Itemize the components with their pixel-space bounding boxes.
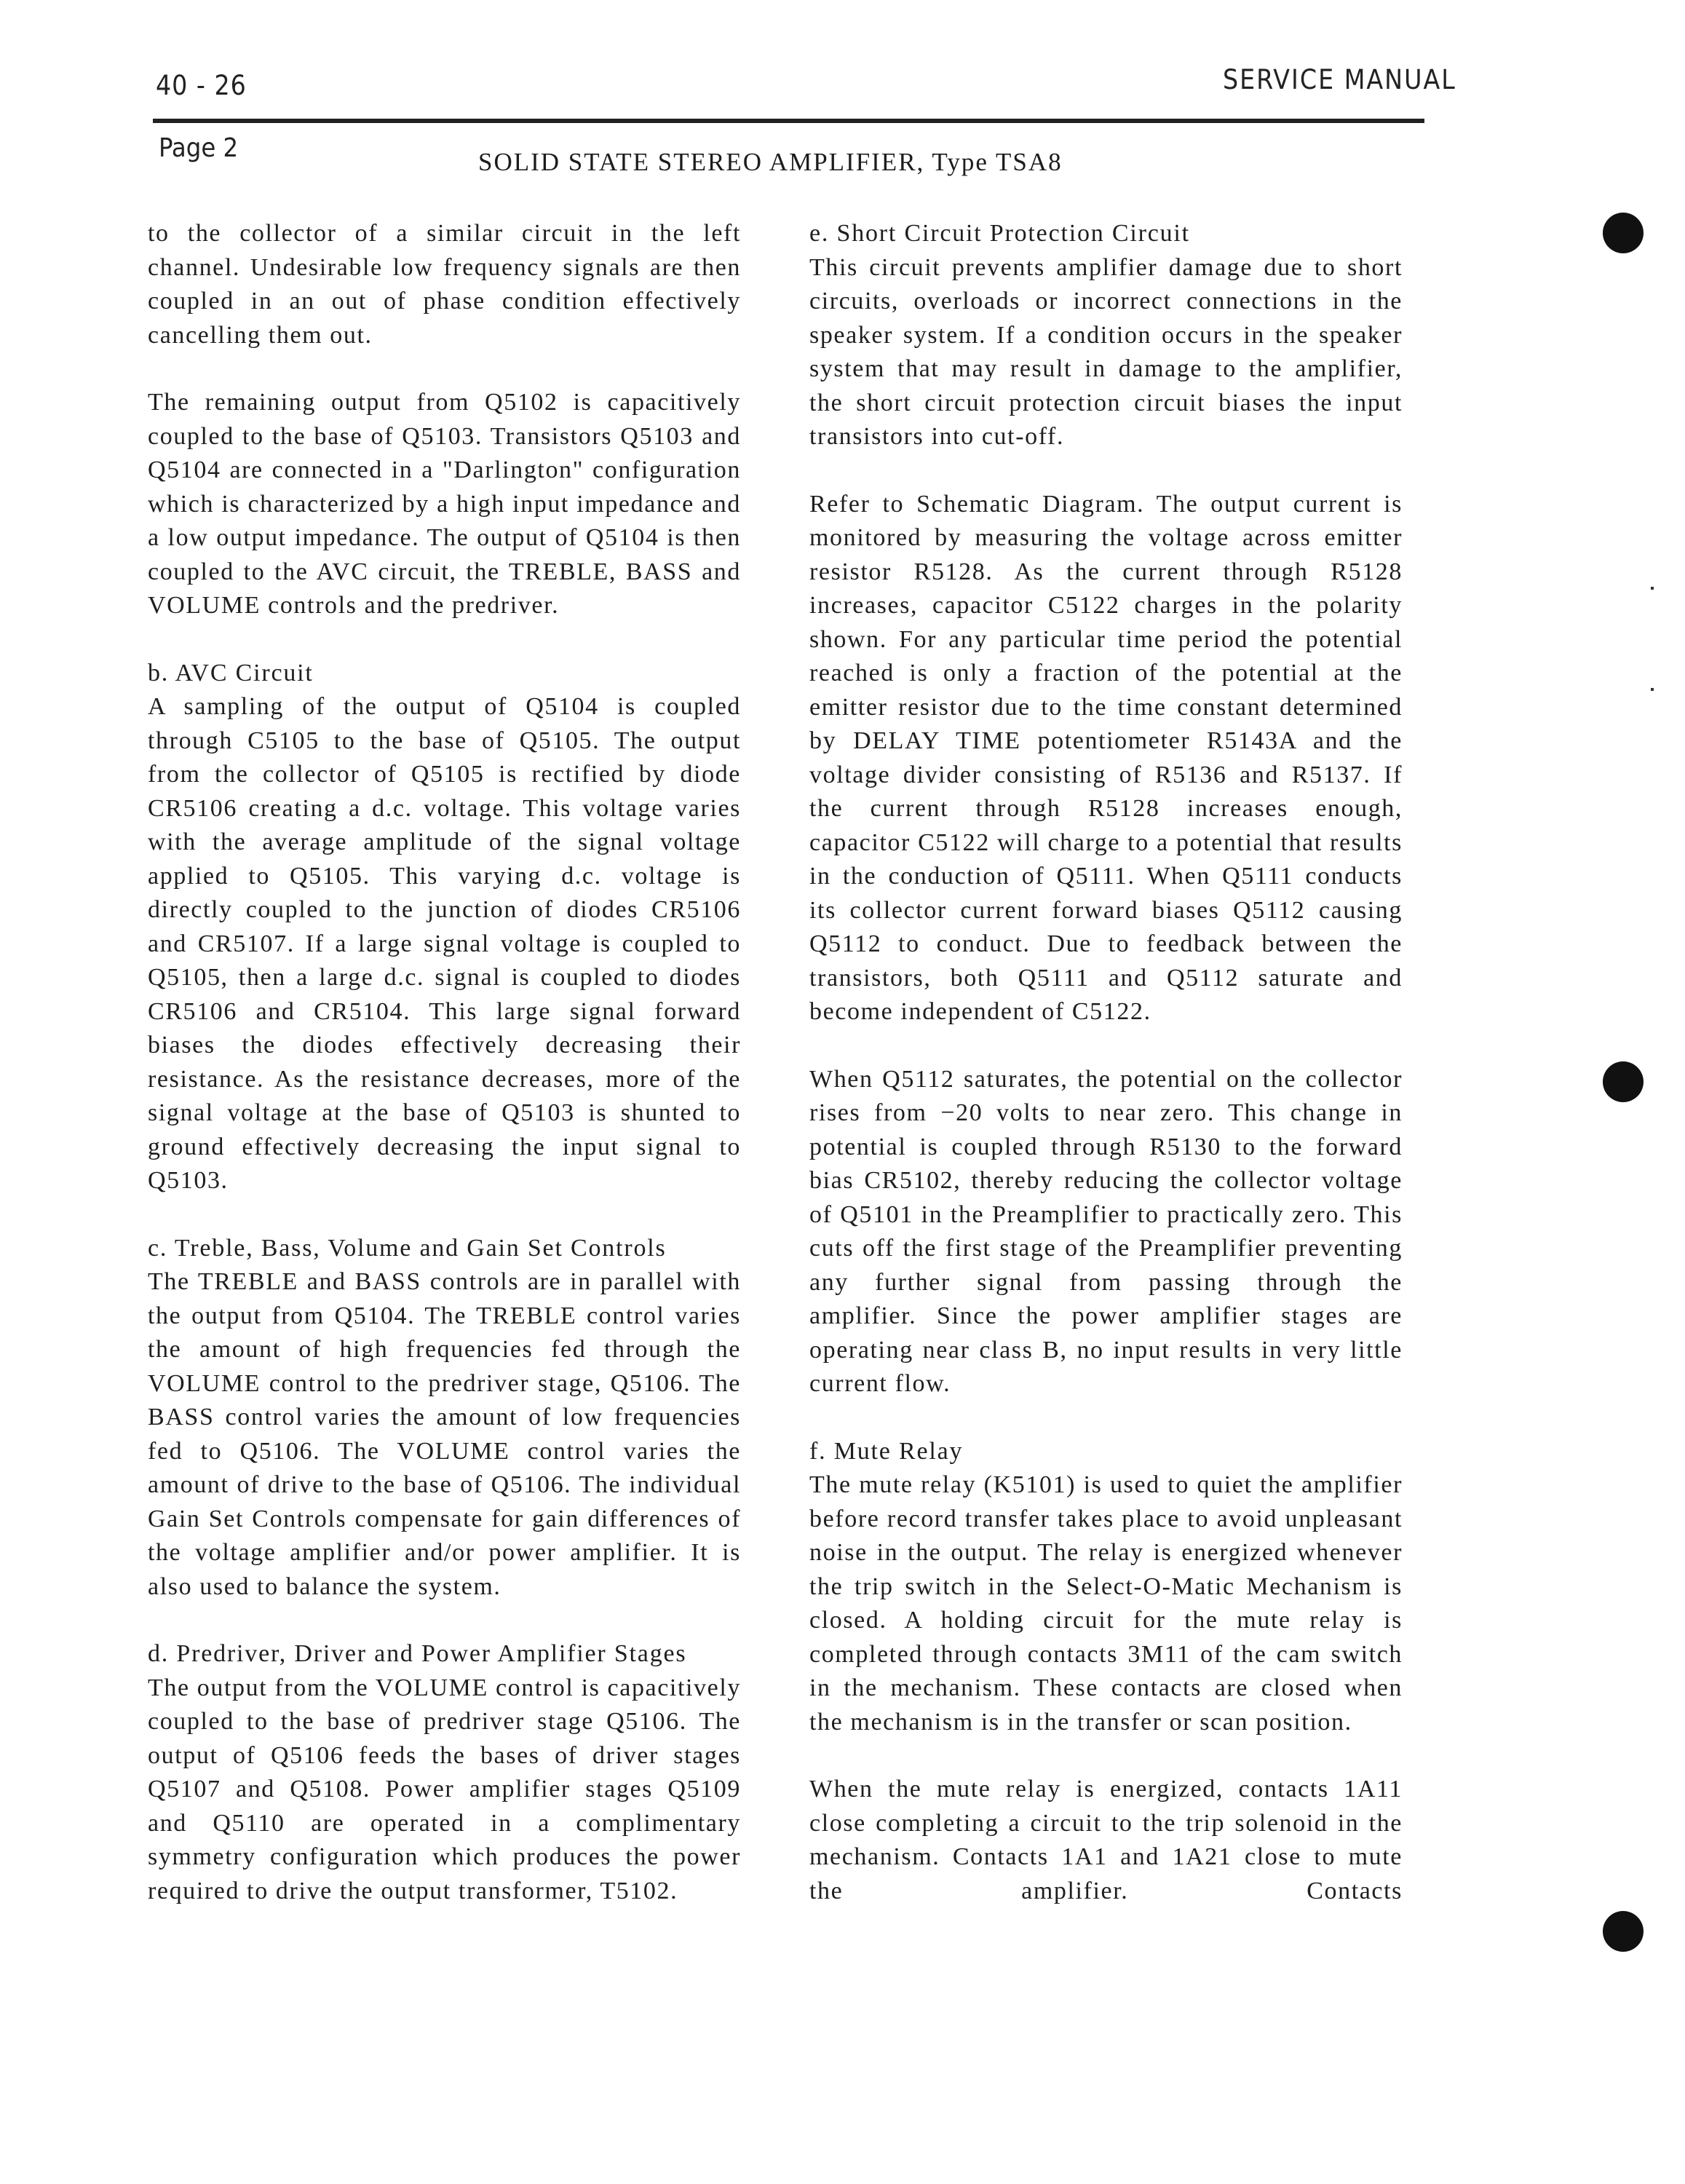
section-heading-mute-relay: f. Mute Relay (809, 1437, 964, 1465)
left-column (148, 217, 741, 1908)
paragraph-schematic-reference: Refer to Schematic Diagram. The output current is monitored by measuring the voltage across emitter resistor R5128. As the current through R5128 increases, capacitor C5122 charges in the polarity shown. For any particular time period the potential reached is only a fraction of the potential at the emitter resistor due to the time constant determined by DELAY TIME potentiometer R5143A and the voltage divider consisting of R5136 and R5137. If the current through R5128 increases enough, capacitor C5122 will charge to a potential that results in the conduction of Q5111. When Q5111 conducts its collector current forward biases Q5112 causing Q5112 to conduct. Due to feedback between the transistors, both Q5111 and Q5112 saturate and become independent of C5122. (809, 490, 1403, 1025)
scan-mark (1651, 587, 1654, 590)
section-heading-predriver: d. Predriver, Driver and Power Amplifier Stages (148, 1640, 687, 1667)
paragraph-predriver: The output from the VOLUME control is capacitively coupled to the base of predriver stage Q5106. The output of Q5106 feeds the bases of driver stages Q5107 and Q5108. Power amplifier stages Q5109 and Q5110 are operated in a complimentary symmetry configuration which produces the power required to drive the output transformer, T5102. (148, 1674, 741, 1904)
paragraph-mute-relay: The mute relay (K5101) is used to quiet the amplifier before record transfer takes place to avoid unpleasant noise in the output. The relay is energized whenever the trip switch in the Select-O-Matic Mechanism is closed. A holding circuit for the mute relay is completed through contacts 3M11 of the cam switch in the mechanism. These contacts are closed when the mechanism is in the transfer or scan position. (809, 1471, 1403, 1736)
binder-hole-top (1603, 213, 1644, 253)
paragraph-remaining-output: The remaining output from Q5102 is capacitively coupled to the base of Q5103. Transistors Q5103 and Q5104 are connected in a "Darlington" configuration which is characterized by a high input impedance and a low output impedance. The output of Q5104 is then coupled to the AVC circuit, the TREBLE, BASS and VOLUME controls and the predriver. (148, 389, 741, 619)
section-heading-avc: b. AVC Circuit (148, 659, 314, 687)
paragraph-intro: to the collector of a similar circuit in the left channel. Undesirable low frequency signals are then coupled in an out of phase condition effectively cancelling them out. (148, 220, 741, 349)
binder-hole-bottom (1603, 1911, 1644, 1952)
paragraph-saturation: When Q5112 saturates, the potential on the collector rises from −20 volts to near zero. This change in potential is coupled through R5130 to the forward bias CR5102, thereby reducing the collector voltage of Q5101 in the Preamplifier to practically zero. This cuts off the first stage of the Preamplifier preventing any further signal from passing through the amplifier. Since the power amplifier stages are operating near class B, no input results in very little current flow. (809, 1065, 1403, 1397)
binder-hole-middle (1603, 1061, 1644, 1102)
page-label: Page 2 (159, 133, 239, 163)
paragraph-treble: The TREBLE and BASS controls are in parallel with the output from Q5104. The TREBLE control varies the amount of high frequencies fed through the VOLUME control to the predriver stage, Q5106. The BASS control varies the amount of low frequencies fed to Q5106. The VOLUME control varies the amount of drive to the base of Q5106. The individual Gain Set Controls compensate for gain differences of the voltage amplifier and/or power amplifier. It is also used to balance the system. (148, 1268, 741, 1600)
paragraph-mute-energized: When the mute relay is energized, contacts 1A11 close completing a circuit to the trip solenoid in the mechanism. Contacts 1A1 and 1A21 close to mute the amplifier. Contacts (809, 1776, 1403, 1904)
page-number: 40 - 26 (156, 70, 247, 101)
right-column (809, 217, 1403, 1942)
header-rule (153, 119, 1424, 123)
paragraph-avc: A sampling of the output of Q5104 is coupled through C5105 to the base of Q5105. The output from the collector of Q5105 is rectified by diode CR5106 creating a d.c. voltage. This voltage varies with the average amplitude of the signal voltage applied to Q5105. This varying d.c. voltage is directly coupled to the junction of diodes CR5106 and CR5107. If a large signal voltage is coupled to Q5105, then a large d.c. signal is coupled to diodes CR5106 and CR5104. This large signal forward biases the diodes effectively decreasing their resistance. As the resistance decreases, more of the signal voltage at the base of Q5103 is shunted to ground effectively decreasing the input signal to Q5103. (148, 693, 741, 1194)
document-title: SOLID STATE STEREO AMPLIFIER, Type TSA8 (478, 148, 1063, 176)
section-heading-treble: c. Treble, Bass, Volume and Gain Set Controls (148, 1234, 667, 1262)
paragraph-short-circuit: This circuit prevents amplifier damage due to short circuits, overloads or incorrect connections in the speaker system. If a condition occurs in the speaker system that may result in damage to the amplifier, the short circuit protection circuit biases the input transistors into cut-off. (809, 253, 1403, 450)
manual-title: SERVICE MANUAL (1223, 64, 1456, 95)
scan-mark (1651, 688, 1654, 691)
section-heading-short-circuit: e. Short Circuit Protection Circuit (809, 220, 1190, 247)
